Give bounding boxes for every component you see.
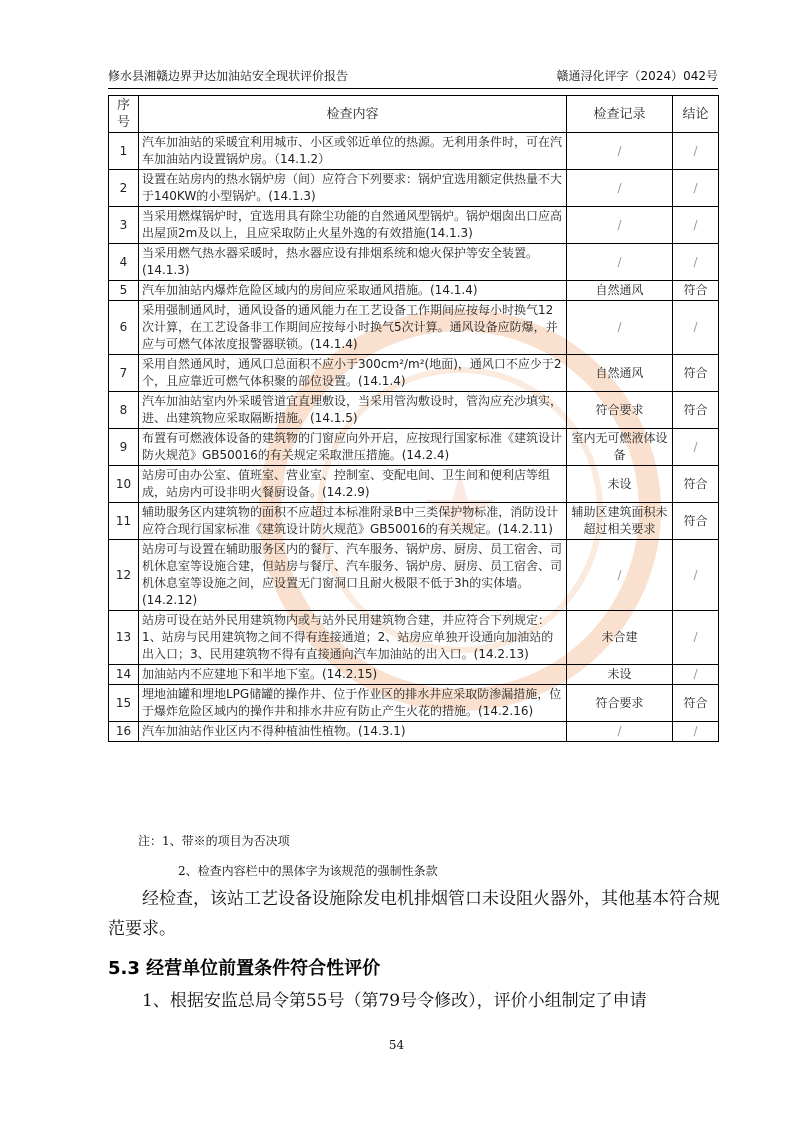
table-row (109, 281, 719, 301)
row-result: / (673, 301, 719, 355)
row-record: / (567, 170, 673, 207)
table-row (109, 429, 719, 466)
row-content: 加油站内不应建地下和半地下室。(14.2.15) (139, 665, 567, 685)
row-number: 7 (109, 355, 139, 392)
table-header-row (109, 96, 719, 133)
row-record: 室内无可燃液体设备 (567, 429, 673, 466)
row-number: 12 (109, 540, 139, 611)
row-content: 采用强制通风时，通风设备的通风能力在工艺设备工作期间应按每小时换气12次计算，在工艺设备非工作期间应按每小时换气5次计算。通风设备应防爆，并应与可燃气体浓度报警器联锁。(14.1.4) (139, 301, 567, 355)
row-record: / (567, 722, 673, 742)
table-row (109, 503, 719, 540)
row-result: 符合 (673, 503, 719, 540)
table-row (109, 392, 719, 429)
row-result: / (673, 207, 719, 244)
row-number: 4 (109, 244, 139, 281)
row-content: 汽车加油站室内外采暖管道宜直埋敷设，当采用管沟敷设时，管沟应充沙填实，进、出建筑物应采取隔断措施。(14.1.5) (139, 392, 567, 429)
note-mandatory-clauses: 2、检查内容栏中的黑体字为该规范的强制性条款 (178, 864, 438, 878)
row-record: 符合要求 (567, 685, 673, 722)
row-content: 汽车加油站的采暖宜利用城市、小区或邻近单位的热源。无利用条件时，可在汽车加油站内设置锅炉房。（14.1.2） (139, 133, 567, 170)
row-number: 15 (109, 685, 139, 722)
row-result: 符合 (673, 355, 719, 392)
row-content: 站房可由办公室、值班室、营业室、控制室、变配电间、卫生间和便利店等组成，站房内可设非明火餐厨设备。(14.2.9) (139, 466, 567, 503)
row-result: 符合 (673, 281, 719, 301)
row-content: 当采用燃气热水器采暖时，热水器应设有排烟系统和熄火保护等安全装置。(14.1.3) (139, 244, 567, 281)
note-veto-items: 注：1、带※的项目为否决项 (138, 834, 290, 848)
header-number: 序号 (109, 96, 139, 133)
row-record: 未合建 (567, 611, 673, 665)
row-record: / (567, 133, 673, 170)
row-content: 汽车加油站作业区内不得种植油性植物。(14.3.1) (139, 722, 567, 742)
row-record: 自然通风 (567, 355, 673, 392)
section-paragraph: 1、根据安监总局令第55号（第79号令修改），评价小组制定了申请 (142, 991, 647, 1011)
table-row (109, 466, 719, 503)
row-number: 14 (109, 665, 139, 685)
row-number: 9 (109, 429, 139, 466)
row-result: / (673, 170, 719, 207)
row-content: 站房可与设置在辅助服务区内的餐厅、汽车服务、锅炉房、厨房、员工宿舍、司机休息室等设施合建，但站房与餐厅、汽车服务、锅炉房、厨房、员工宿舍、司机休息室等设施之间，应设置无门窗洞口且耐火极限不低于3h的实体墙。(14.2.12) (139, 540, 567, 611)
table-row (109, 244, 719, 281)
row-number: 3 (109, 207, 139, 244)
table-row (109, 665, 719, 685)
inspection-table (108, 95, 719, 742)
svg-text:★: ★ (419, 457, 501, 562)
row-record: 符合要求 (567, 392, 673, 429)
row-result: 符合 (673, 685, 719, 722)
row-result: 符合 (673, 466, 719, 503)
row-number: 16 (109, 722, 139, 742)
row-number: 8 (109, 392, 139, 429)
row-content: 采用自然通风时，通风口总面积不应小于300cm²/m²(地面)，通风口不应少于2个，且应靠近可燃气体积聚的部位设置。(14.1.4) (139, 355, 567, 392)
row-content: 辅助服务区内建筑物的面积不应超过本标准附录B中三类保护物标准，消防设计应符合现行国家标准《建筑设计防火规范》GB50016的有关规定。(14.2.11) (139, 503, 567, 540)
header-record: 检查记录 (567, 96, 673, 133)
page-number: 54 (388, 1038, 405, 1052)
row-record: / (567, 244, 673, 281)
row-result: / (673, 540, 719, 611)
table-row (109, 207, 719, 244)
row-content: 汽车加油站内爆炸危险区域内的房间应采取通风措施。(14.1.4) (139, 281, 567, 301)
report-code: 赣通浔化评字（2024）042号 (556, 69, 718, 83)
row-number: 11 (109, 503, 139, 540)
table-row (109, 355, 719, 392)
table-row (109, 540, 719, 611)
row-record: 辅助区建筑面积未超过相关要求 (567, 503, 673, 540)
row-number: 13 (109, 611, 139, 665)
report-title: 修水县湘赣边界尹达加油站安全现状评价报告 (108, 69, 349, 83)
row-result: / (673, 611, 719, 665)
table-row (109, 170, 719, 207)
table-row (109, 301, 719, 355)
table-notes (138, 830, 438, 890)
row-result: / (673, 133, 719, 170)
row-content: 站房可设在站外民用建筑物内或与站外民用建筑物合建，并应符合下列规定：1、站房与民用建筑物之间不得有连接通道；2、站房应单独开设通向加油站的出入口；3、民用建筑物不得有直接通向汽车加油站的出入口。(14.2.13) (139, 611, 567, 665)
conclusion-paragraph: 经检查，该站工艺设备设施除发电机排烟管口未设阻火器外，其他基本符合规范要求。 (108, 889, 720, 939)
row-number: 1 (109, 133, 139, 170)
row-record: / (567, 540, 673, 611)
row-record: / (567, 207, 673, 244)
row-number: 6 (109, 301, 139, 355)
row-record: 未设 (567, 466, 673, 503)
table-row (109, 611, 719, 665)
row-record: / (567, 301, 673, 355)
row-number: 10 (109, 466, 139, 503)
row-content: 布置有可燃液体设备的建筑物的门窗应向外开启，应按现行国家标准《建筑设计防火规范》GB50016的有关规定采取泄压措施。(14.2.4) (139, 429, 567, 466)
page-header (108, 64, 718, 89)
row-result: / (673, 665, 719, 685)
header-result: 结论 (673, 96, 719, 133)
row-result: / (673, 429, 719, 466)
header-content: 检查内容 (139, 96, 567, 133)
row-number: 2 (109, 170, 139, 207)
table-row (109, 685, 719, 722)
row-record: 自然通风 (567, 281, 673, 301)
row-record: 未设 (567, 665, 673, 685)
row-result: / (673, 722, 719, 742)
row-result: 符合 (673, 392, 719, 429)
row-content: 设置在站房内的热水锅炉房（间）应符合下列要求：锅炉宜选用额定供热量不大于140KW的小型锅炉。(14.1.3) (139, 170, 567, 207)
table-row (109, 133, 719, 170)
row-content: 当采用燃煤锅炉时，宜选用具有除尘功能的自然通风型锅炉。锅炉烟囱出口应高出屋顶2m及以上，且应采取防止火星外逸的有效措施(14.1.3) (139, 207, 567, 244)
section-heading: 5.3 经营单位前置条件符合性评价 (108, 958, 381, 979)
row-result: / (673, 244, 719, 281)
row-number: 5 (109, 281, 139, 301)
table-row (109, 722, 719, 742)
row-content: 埋地油罐和埋地LPG储罐的操作井、位于作业区的排水井应采取防渗漏措施，位于爆炸危险区域内的操作井和排水井应有防止产生火花的措施。(14.2.16) (139, 685, 567, 722)
